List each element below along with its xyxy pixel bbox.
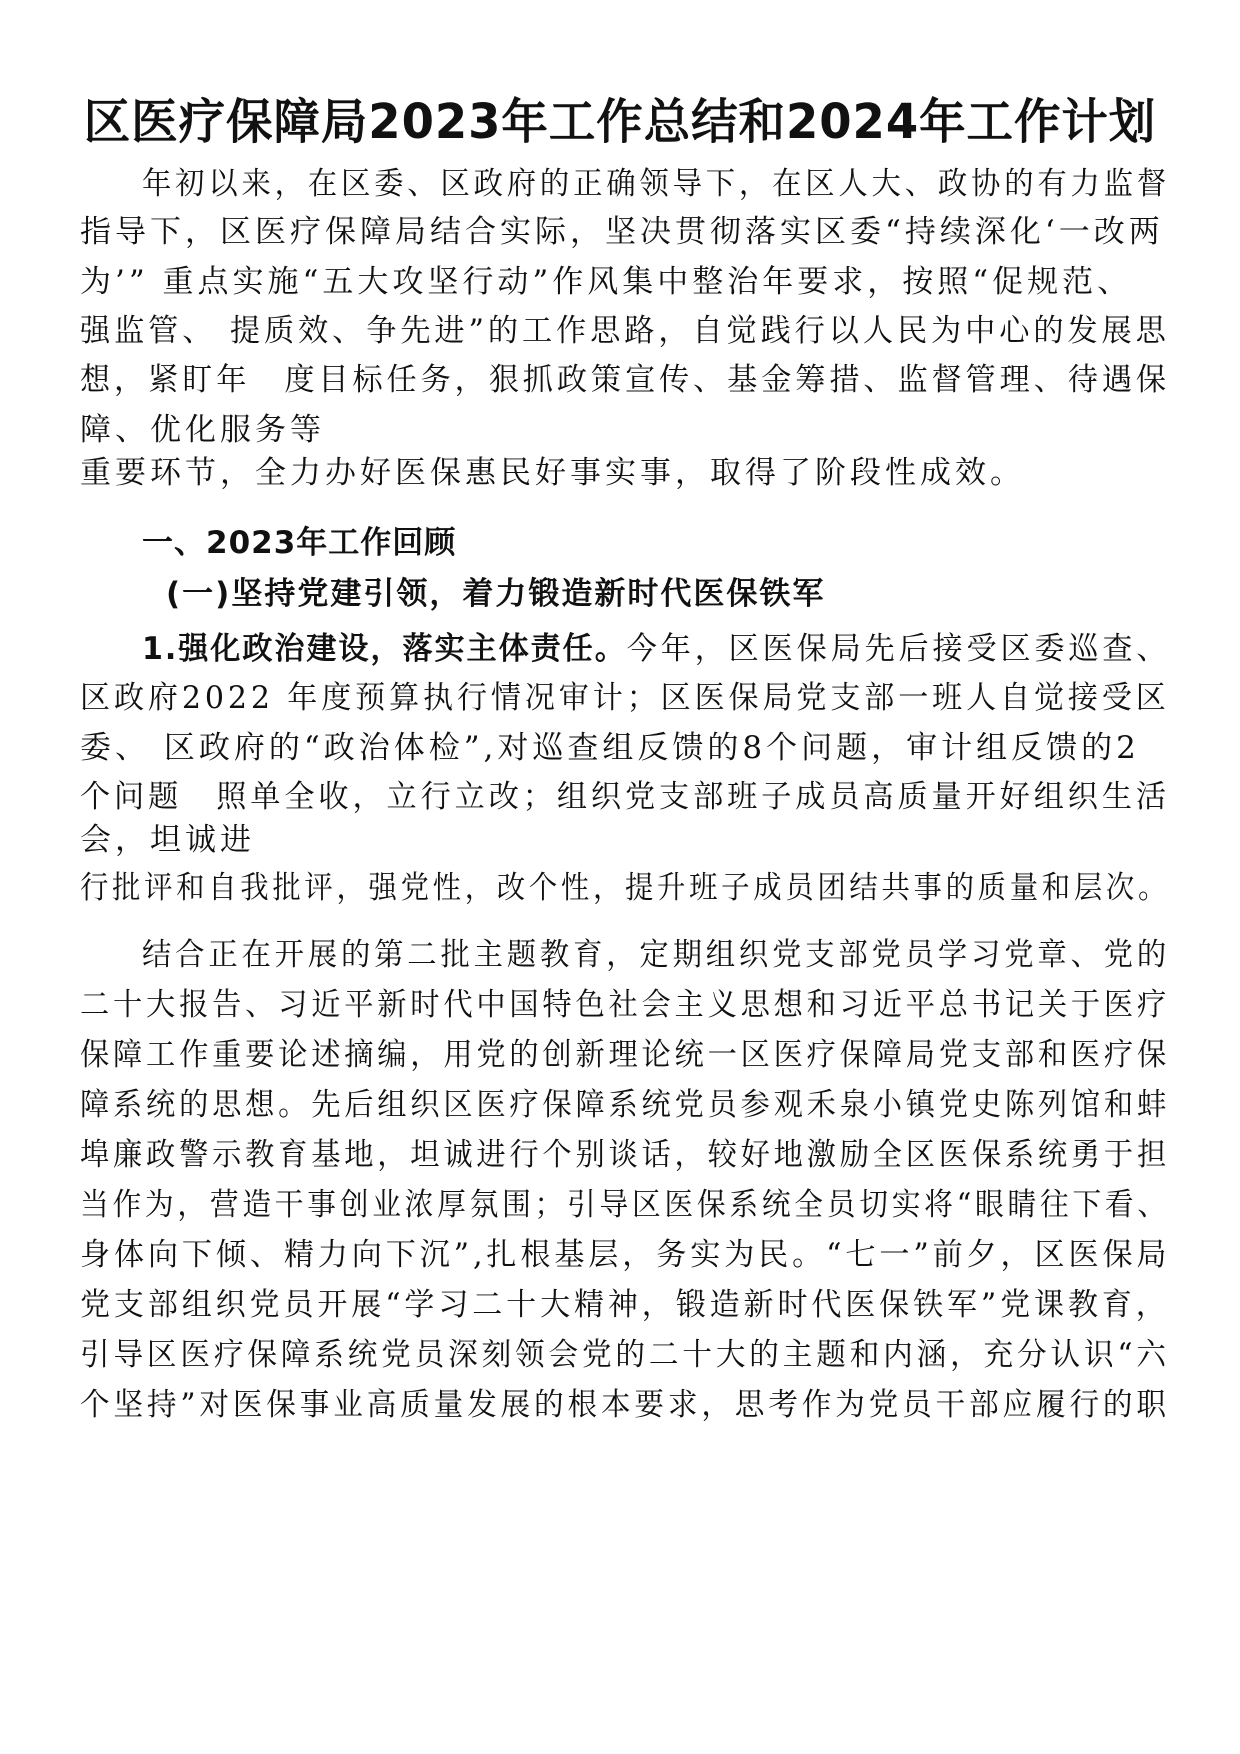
para2-line: 引导区医疗保障系统党员深刻领会党的二十大的主题和内涵，充分认识“六 bbox=[80, 1337, 1170, 1373]
para1-line: 区政府2022 年度预算执行情况审计；区医保局党支部一班人自觉接受区 bbox=[80, 680, 1170, 716]
intro-line: 想，紧盯年 度目标任务，狠抓政策宣传、基金筹措、监督管理、待遇保 bbox=[80, 362, 1170, 398]
intro-line: 重要环节，全力办好医保惠民好事实事，取得了阶段性成效。 bbox=[80, 455, 1025, 491]
para2-line: 个坚持”对医保事业高质量发展的根本要求，思考作为党员干部应履行的职 bbox=[80, 1387, 1170, 1423]
para2-line: 二十大报告、习近平新时代中国特色社会主义思想和习近平总书记关于医疗 bbox=[80, 987, 1170, 1023]
para1-bold-lead: 1.强化政治建设，落实主体责任。 bbox=[142, 631, 627, 667]
para1-first-rest: 今年，区医保局先后接受区委巡查、 bbox=[626, 631, 1171, 667]
para2-line: 保障工作重要论述摘编，用党的创新理论统一区医疗保障局党支部和医疗保 bbox=[80, 1037, 1170, 1073]
para2-line: 党支部组织党员开展“学习二十大精神，锻造新时代医保铁军”党课教育， bbox=[80, 1287, 1170, 1323]
intro-line: 强监管、 提质效、争先进”的工作思路，自觉践行以人民为中心的发展思 bbox=[80, 313, 1170, 349]
para1-first-line bbox=[142, 629, 1170, 669]
para2-line: 结合正在开展的第二批主题教育，定期组织党支部党员学习党章、党的 bbox=[142, 937, 1170, 973]
para2-line: 埠廉政警示教育基地，坦诚进行个别谈话，较好地激励全区医保系统勇于担 bbox=[80, 1137, 1170, 1173]
document-title: 区医疗保障局2023年工作总结和2024年工作计划 bbox=[83, 94, 1157, 150]
subsection-heading: (一)坚持党建引领，着力锻造新时代医保铁军 bbox=[166, 576, 826, 612]
para1-line: 个问题 照单全收，立行立改；组织党支部班子成员高质量开好组织生活 bbox=[80, 779, 1170, 815]
para1-line: 委、 区政府的“政治体检”,对巡查组反馈的8个问题，审计组反馈的2 bbox=[80, 730, 1140, 766]
para2-line: 当作为，营造干事创业浓厚氛围；引导区医保系统全员切实将“眼睛往下看、 bbox=[80, 1187, 1170, 1223]
para2-line: 身体向下倾、精力向下沉”,扎根基层，务实为民。“七一”前夕，区医保局 bbox=[80, 1237, 1171, 1273]
section-heading: 一、2023年工作回顾 bbox=[142, 525, 457, 561]
intro-line: 年初以来，在区委、区政府的正确领导下，在区人大、政协的有力监督 bbox=[142, 166, 1170, 202]
intro-line: 为’” 重点实施“五大攻坚行动”作风集中整治年要求，按照“促规范、 bbox=[80, 264, 1133, 300]
intro-line: 指导下，区医疗保障局结合实际，坚决贯彻落实区委“持续深化‘一改两 bbox=[80, 214, 1164, 250]
para1-line: 行批评和自我批评，强党性，改个性，提升班子成员团结共事的质量和层次。 bbox=[80, 870, 1170, 906]
para1-line: 会，坦诚进 bbox=[80, 822, 255, 858]
intro-line: 障、优化服务等 bbox=[80, 412, 325, 448]
para2-line: 障系统的思想。先后组织区医疗保障系统党员参观禾泉小镇党史陈列馆和蚌 bbox=[80, 1087, 1170, 1123]
